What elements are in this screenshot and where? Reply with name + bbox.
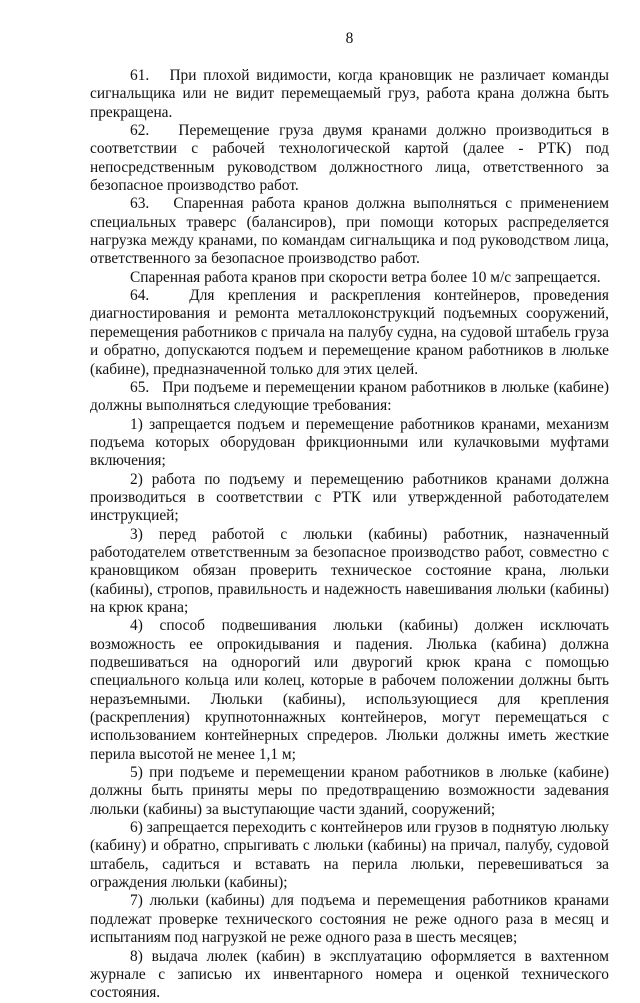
requirement-5: 5) при подъеме и перемещении краном работников в люльке (кабине) должны быть приняты меры по предотвращению возможности задевания люльки (кабины) за выступающие части зданий, сооружений; [90,764,609,818]
requirement-1: 1) запрещается подъем и перемещение работников кранами, механизм подъема которых оборудован фрикционными или кулачковыми муфтами включения; [90,415,609,470]
paragraph-62: 62. Перемещение груза двумя кранами должно производиться в соответствии с рабочей технологической картой (далее - РТК) под непосредственным руководством должностного лица, ответственного за безопасное производство работ. [90,122,609,195]
requirement-4: 4) способ подвешивания люльки (кабины) должен исключать возможность ее опрокидывания и падения. Люлька (кабина) должна подвешиваться на однорогий или двурогий крюк крана с помощью специального кольца или колец, которые в рабочем положении должны быть неразъемными. Люльки (кабины), использующиеся для крепления (раскрепления) крупнотоннажных контейнеров, могут перемещаться с использованием контейнерных спредеров. Люльки должны иметь жесткие перила высотой не менее 1,1 м; [90,617,609,763]
requirement-3: 3) перед работой с люльки (кабины) работник, назначенный работодателем ответственным за безопасное производство работ, совместно с крановщиком обязан проверить техническое состояние крана, люльки (кабины), стропов, правильность и надежность навешивания люльки (кабины) на крюк крана; [90,525,609,616]
paragraph-64: 64. Для крепления и раскрепления контейнеров, проведения диагностирования и ремонта металлоконструкций подъемных сооружений, перемещения работников с причала на палубу судна, на судовой штабель груза и обратно, допускаются подъем и перемещение краном работников в люльке (кабине), предназначенной только для этих целей. [90,287,609,378]
requirement-6: 6) запрещается переходить с контейнеров или грузов в поднятую люльку (кабину) и обратно, спрыгивать с люльки (кабины) на причал, палубу, судовой штабель, садиться и вставать на перила люльки, перевешиваться за ограждения люльки (кабины); [90,819,609,892]
paragraph-63-wind: Спаренная работа кранов при скорости ветра более 10 м/с запрещается. [130,268,601,286]
requirement-2: 2) работа по подъему и перемещению работников кранами должна производиться в соответствии с РТК или утвержденной работодателем инструкцией; [90,470,609,525]
requirement-8: 8) выдача люлек (кабин) в эксплуатацию оформляется в вахтенном журнале с записью их инвентарного номера и оценкой технического состояния. [90,947,609,1002]
paragraph-61: 61. При плохой видимости, когда крановщик не различает команды сигнальщика или не видит перемещаемый груз, работа крана должна быть прекращена. [90,67,609,121]
requirement-7: 7) люльки (кабины) для подъема и перемещения работников кранами подлежат проверке технического состояния не реже одного раза в месяц и испытаниям под нагрузкой не реже одного раза в шесть месяцев; [90,892,609,947]
page-number: 8 [345,30,354,47]
paragraph-65: 65. При подъеме и перемещении краном работников в люльке (кабине) должны выполняться следующие требования: [90,378,609,415]
paragraph-63: 63. Спаренная работа кранов должна выполняться с применением специальных траверс (балансиров), при помощи которых распределяется нагрузка между кранами, по командам сигнальщика и под руководством лица, ответственного за безопасное производство работ. [90,195,609,268]
